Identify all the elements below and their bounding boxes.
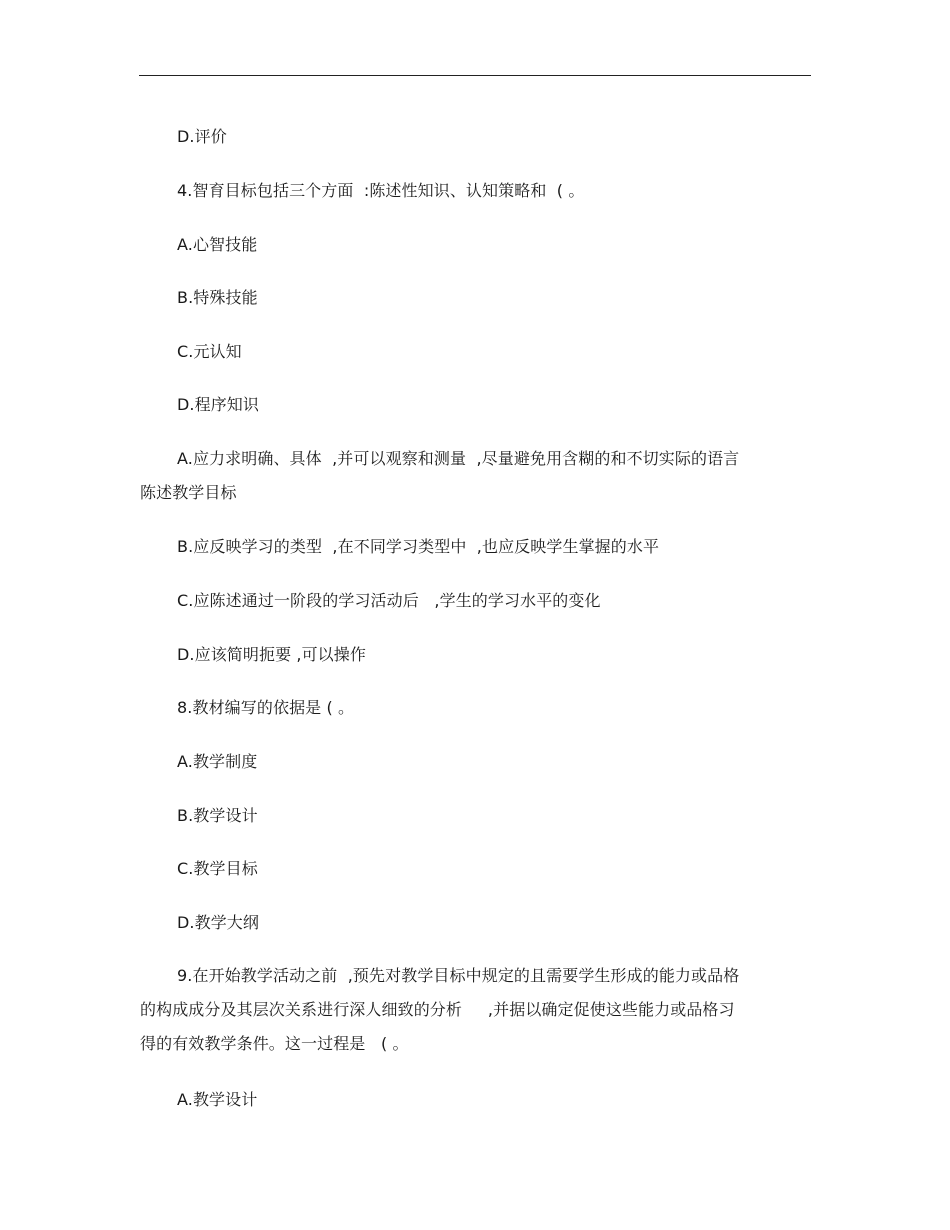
option-a-q4: A.心智技能 xyxy=(177,235,258,254)
header-rule xyxy=(139,75,811,76)
option-b-objectives: B.应反映学习的类型 ,在不同学习类型中 ,也应反映学生掌握的水平 xyxy=(177,537,660,556)
option-d-q4: D.程序知识 xyxy=(177,395,260,414)
option-a-q8: A.教学制度 xyxy=(177,752,258,771)
question-9-cont-1: 的构成成分及其层次关系进行深人细致的分析 ,并据以确定促使这些能力或品格习 xyxy=(140,1000,735,1019)
option-d-objectives: D.应该简明扼要 ,可以操作 xyxy=(177,645,366,664)
question-4: 4.智育目标包括三个方面 :陈述性知识、认知策略和 ( 。 xyxy=(177,181,585,200)
option-c-q4: C.元认知 xyxy=(177,342,242,361)
question-9-cont-2: 得的有效教学条件。这一过程是 ( 。 xyxy=(140,1034,409,1053)
option-a-q9: A.教学设计 xyxy=(177,1090,258,1109)
option-c-q8: C.教学目标 xyxy=(177,859,258,878)
question-8: 8.教材编写的依据是 ( 。 xyxy=(177,698,355,717)
option-a-objectives-cont: 陈述教学目标 xyxy=(140,483,237,502)
option-d-q3: D.评价 xyxy=(177,127,227,146)
option-b-q4: B.特殊技能 xyxy=(177,288,258,307)
option-d-q8: D.教学大纲 xyxy=(177,913,260,932)
option-c-objectives: C.应陈述通过一阶段的学习活动后 ,学生的学习水平的变化 xyxy=(177,591,601,610)
option-a-objectives: A.应力求明确、具体 ,并可以观察和测量 ,尽量避免用含糊的和不切实际的语言 xyxy=(177,449,740,468)
question-9: 9.在开始教学活动之前 ,预先对教学目标中规定的且需要学生形成的能力或品格 xyxy=(177,966,740,985)
option-b-q8: B.教学设计 xyxy=(177,806,258,825)
